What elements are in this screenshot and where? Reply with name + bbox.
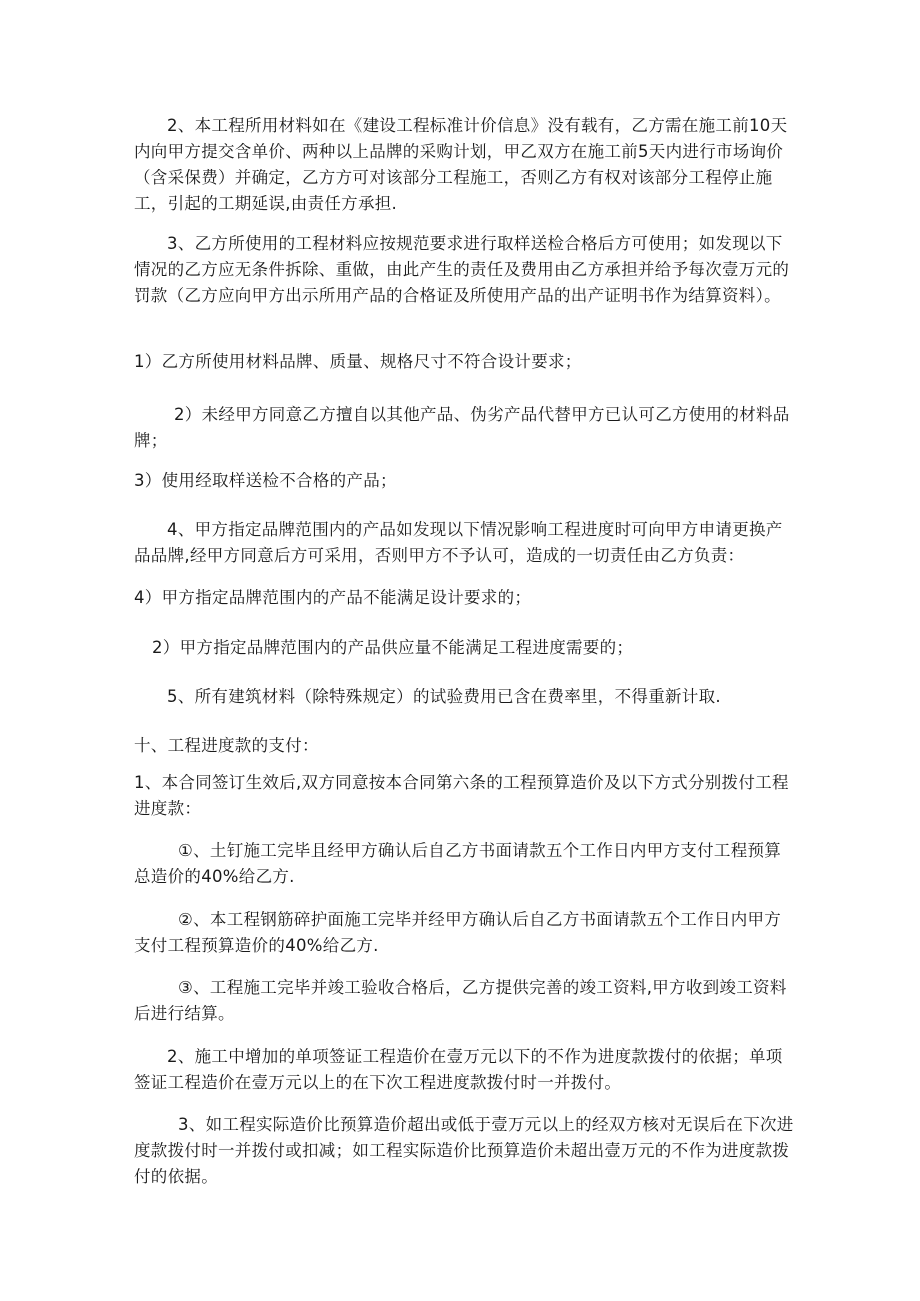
payment-step-3: ③、工程施工完毕并竣工验收合格后，乙方提供完善的竣工资料,甲方收到竣工资料后进行结算。: [134, 978, 787, 1023]
clause-1-payment-schedule: 1、本合同签订生效后,双方同意按本合同第六条的工程预算造价及以下方式分别拨付工程进度款：: [134, 773, 789, 818]
clause-5-test-fees: 5、所有建筑材料（除特殊规定）的试验费用已含在费率里，不得重新计取.: [167, 687, 721, 706]
item-4-design-requirement: 4）甲方指定品牌范围内的产品不能满足设计要求的；: [134, 588, 532, 607]
clause-3-material-inspection: 3、乙方所使用的工程材料应按规范要求进行取样送检合格后方可使用；如发现以下情况的乙方应无条件拆除、重做，由此产生的责任及费用由乙方承担并给予每次壹万元的罚款（乙方应向甲方出示所用产品的合格证及所使用产品的出产证明书作为结算资料）。: [134, 234, 790, 305]
clause-4-brand-change: 4、甲方指定品牌范围内的产品如发现以下情况影响工程进度时可向甲方申请更换产品品牌,经甲方同意后方可采用，否则甲方不予认可，造成的一切责任由乙方负责：: [134, 520, 783, 565]
clause-2-change-orders: 2、施工中增加的单项签证工程造价在壹万元以下的不作为进度款拨付的依据；单项签证工程造价在壹万元以上的在下次工程进度款拨付时一并拨付。: [134, 1047, 783, 1092]
item-1-nonconforming-material: 1）乙方所使用材料品牌、质量、规格尺寸不符合设计要求；: [134, 352, 582, 371]
clause-3-cost-variance: 3、如工程实际造价比预算造价超出或低于壹万元以上的经双方核对无误后在下次进度款拨付时一并拨付或扣减；如工程实际造价比预算造价未超出壹万元的不作为进度款拨付的依据。: [134, 1115, 794, 1186]
item-2-supply-shortage: 2）甲方指定品牌范围内的产品供应量不能满足工程进度需要的；: [152, 638, 634, 657]
item-3-failed-inspection: 3）使用经取样送检不合格的产品；: [134, 471, 397, 490]
item-2-unauthorized-substitution: 2）未经甲方同意乙方擅自以其他产品、伪劣产品代替甲方已认可乙方使用的材料品牌；: [134, 405, 790, 450]
section-10-heading: 十、工程进度款的支付：: [134, 736, 319, 755]
payment-step-2: ②、本工程钢筋碎护面施工完毕并经甲方确认后自乙方书面请款五个工作日内甲方支付工程预算造价的40%给乙方.: [134, 910, 782, 955]
clause-2-materials-pricing: 2、本工程所用材料如在《建设工程标准计价信息》没有载有，乙方需在施工前10天内向甲方提交含单价、两种以上品牌的采购计划，甲乙双方在施工前5天内进行市场询价（含采保费）并确定，乙方方可对该部分工程施工，否则乙方有权对该部分工程停止施工，引起的工期延误,由责任方承担.: [134, 116, 788, 213]
payment-step-1: ①、土钉施工完毕且经甲方确认后自乙方书面请款五个工作日内甲方支付工程预算总造价的40%给乙方.: [134, 841, 782, 886]
